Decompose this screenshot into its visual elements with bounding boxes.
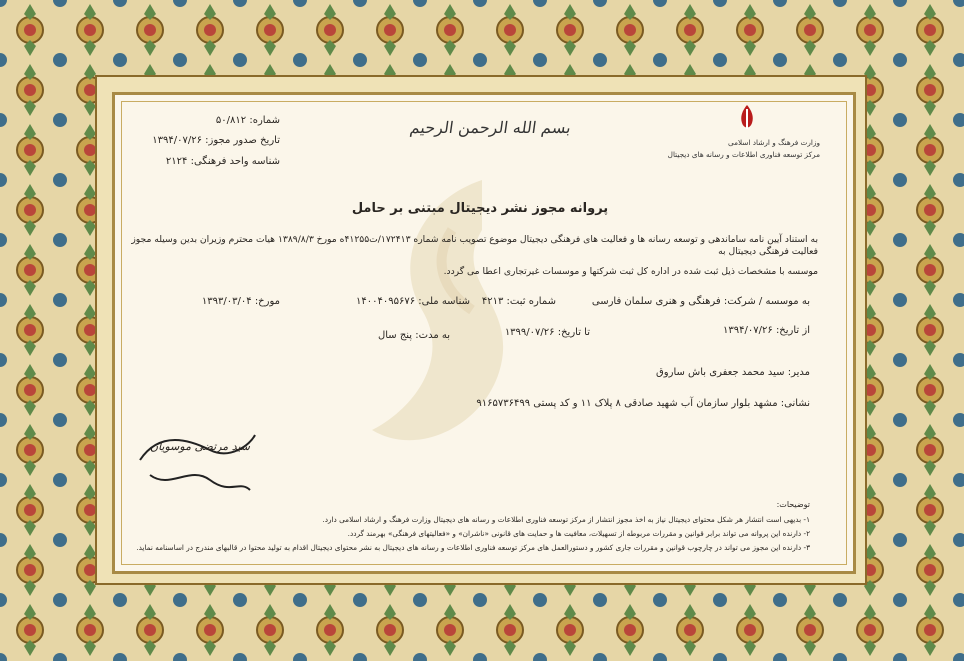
address-value: مشهد بلوار سازمان آب شهید صادقی ۸ پلاک ۱۱ و کد پستی ۹۱۶۵۷۳۶۴۹۹ [476,398,778,409]
bismillah: بسم الله الرحمن الرحیم [408,118,573,137]
from-date-value: ۱۳۹۴/۰۷/۲۶ [723,325,773,336]
note-item-2: ۲- دارنده این پروانه می تواند برابر قوانین و مقررات مربوطه از تسهیلات، معافیت ها و حمایت های قانونی «ناشران» و «فعالیتهای فرهنگی» بهرمند گردد. [347,529,810,538]
reg-no-value: ۴۲۱۳ [481,296,504,307]
duration-value: پنج سال [377,330,413,341]
notes-heading: توضیحات: [776,500,810,509]
signature-graphic [130,420,260,500]
duration-label: به مدت: [415,330,450,341]
address-row [420,398,810,409]
from-date-row [690,325,810,336]
company-label: به موسسه / شرکت: [723,296,810,307]
manager-label: مدیر: [787,367,810,378]
duration-row [340,330,450,341]
ministry-line-1: وزارت فرهنگ و ارشاد اسلامی [728,138,820,147]
dated-row [180,296,280,307]
cultural-id-label: شناسه واحد فرهنگی: [190,156,280,167]
address-label: نشانی: [780,398,810,409]
company-row [540,296,810,307]
number-row [180,115,280,126]
number-label: شماره: [249,115,280,126]
reg-no-label: شماره ثبت: [506,296,556,307]
manager-value: سید محمد جعفری باش ساروق [656,367,785,378]
issue-date-value: ۱۳۹۴/۰۷/۲۶ [152,135,202,146]
national-id-row [330,296,470,307]
dated-value: ۱۳۹۳/۰۳/۰۴ [201,296,252,307]
issue-date-row [150,135,280,146]
manager-row [440,367,810,378]
note-item-1: ۱- بدیهی است انتشار هر شکل محتوای دیجیتال نیاز به اخذ مجوز انتشار از مرکز توسعه فناوری اطلاعات و رسانه های دیجیتال وزارت فرهنگ و ارشاد اسلامی دارد. [322,515,810,524]
to-date-row [470,327,590,338]
dated-label: مورخ: [254,296,280,307]
certificate-title: پروانه مجوز نشر دیجیتال مبتنی بر حامل [351,201,609,216]
ministry-line-2: مرکز توسعه فناوری اطلاعات و رسانه های دیجیتال [667,150,820,159]
from-date-label: از تاریخ: [775,325,810,336]
to-date-value: ۱۳۹۹/۰۷/۲۶ [504,327,555,338]
national-id-label: شناسه ملی: [418,296,470,307]
cultural-id-row [150,156,280,167]
emblem-icon [734,103,760,133]
reg-no-row [466,296,556,307]
company-value: فرهنگی و هنری سلمان فارسی [591,296,721,307]
signature-name: سید مرتضی موسویان [150,440,250,453]
to-date-label: تا تاریخ: [557,327,590,338]
national-id-value: ۱۴۰۰۴۰۹۵۶۷۶ [355,296,416,307]
body-line-1: به استناد آیین نامه ساماندهی و توسعه رسانه ها و فعالیت های فرهنگی دیجیتال موضوع تصویب نامه شماره ۱۷۲۴۱۳/ت۴۱۲۵۵ه مورخ ۱۳۸۹/۸/۳ هیات محترم وزیران بدین وسیله مجوز فعالیت فرهنگی دیجیتال به [131,234,818,257]
note-item-3: ۳- دارنده این مجوز می تواند در چارچوب قوانین و مقررات جاری کشور و دستورالعمل های مرکز توسعه فناوری اطلاعات و رسانه های دیجیتال به نشر محتوای دیجیتال اقدام به تولید محتوا در قالبهای مندرج در اساسنامه نماید. [136,543,810,552]
cultural-id-value: ۲۱۲۴ [165,156,188,167]
issue-date-label: تاریخ صدور مجوز: [205,135,280,146]
number-value: ۵۰/۸۱۲ [215,115,247,126]
body-line-2: موسسه با مشخصات ذیل ثبت شده در اداره کل ثبت شرکتها و موسسات غیرتجاری اعطا می گردد. [443,266,818,277]
